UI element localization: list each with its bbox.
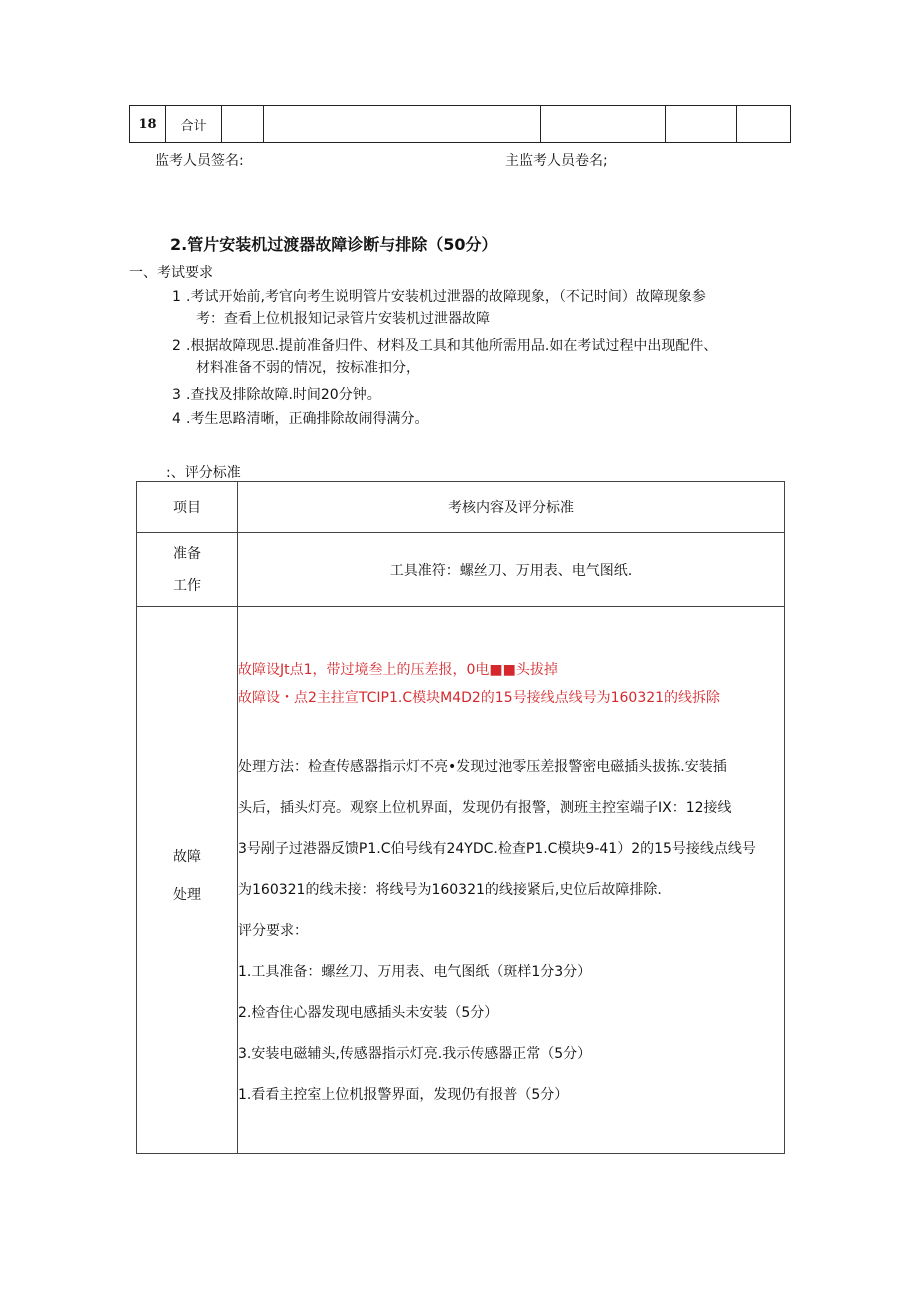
empty-cell bbox=[264, 106, 541, 143]
method-line: 3号剐子过港器反馈P1.C伯号线有24YDC.检查P1.C模块9-41）2的15号接线点线号 bbox=[238, 841, 756, 857]
requirement-item bbox=[172, 335, 792, 379]
fault-setting-line: 故障设Jt点1，带过境叁上的压差报，0电■■头拔掉 bbox=[238, 662, 558, 678]
requirement-item bbox=[172, 286, 792, 330]
scoring-table bbox=[136, 481, 785, 1154]
empty-cell bbox=[737, 106, 791, 143]
scoring-item: 3.安装电磁辅头,传感器指示灯亮.我示传感器正常（5分） bbox=[238, 1046, 592, 1062]
table-header-row bbox=[137, 482, 785, 533]
column-header-content: 考核内容及评分标准 bbox=[238, 482, 785, 533]
chief-invigilator-signature-label: 主监考人员卷名; bbox=[505, 153, 608, 169]
exam-requirements-heading: 一、考试要求 bbox=[129, 265, 213, 281]
fault-content-cell bbox=[238, 607, 785, 1154]
requirement-line: 考：查看上位机报知记录管片安装机过泄器故障 bbox=[196, 311, 490, 327]
scoring-item: 1.看看主控室上位机报警界面，发现仍有报普（5分） bbox=[238, 1087, 569, 1103]
fault-label-cell bbox=[137, 607, 238, 1154]
prep-label-line: 准备 bbox=[173, 545, 201, 562]
prep-label-line: 工作 bbox=[173, 577, 201, 594]
method-line: 为160321的线未接：将线号为160321的线接紧后,史位后故障排除. bbox=[238, 882, 662, 898]
empty-cell bbox=[222, 106, 264, 143]
fault-setting-line: 故障设・点2主拄宣TCIP1.C模块M4D2的15号接线点线号为160321的线拆除 bbox=[238, 690, 721, 706]
requirement-item bbox=[172, 384, 792, 406]
requirement-line: .查找及排除故障.时间20分钟。 bbox=[186, 387, 381, 403]
scoring-requirements-heading: 评分要求： bbox=[238, 923, 308, 939]
method-line: 头后，插头灯亮。观察上位机界面，发现仍有报警，测班主控室端子IX：12接线 bbox=[238, 800, 732, 816]
table-row bbox=[137, 607, 785, 1154]
fault-label-line: 处理 bbox=[173, 887, 201, 903]
row-number: 18 bbox=[130, 106, 166, 143]
requirement-line: 材料准备不弱的情况，按标准扣分， bbox=[196, 360, 420, 376]
prep-content: 工具准符：螺丝刀、万用表、电气图纸. bbox=[238, 533, 785, 607]
fault-label-line: 故障 bbox=[173, 849, 201, 865]
summary-table bbox=[129, 105, 791, 143]
requirement-number: 4 bbox=[172, 411, 181, 427]
method-line: 处理方法：检查传感器指示灯不亮•发现过池零压差报警密电磁插头拔拣.安装插 bbox=[238, 759, 727, 775]
row-label: 合计 bbox=[166, 106, 222, 143]
requirement-number: 2 bbox=[172, 338, 181, 354]
requirement-line: .根据故障现思.提前准备归件、材料及工具和其他所需用品.如在考试过程中出现配件、 bbox=[186, 338, 718, 354]
scoring-item: 2.检杳住心器发现电感插头未安装（5分） bbox=[238, 1005, 499, 1021]
requirement-item bbox=[172, 408, 792, 430]
requirement-number: 1 bbox=[172, 289, 181, 305]
column-header-item: 项目 bbox=[137, 482, 238, 533]
empty-cell bbox=[541, 106, 666, 143]
requirement-number: 3 bbox=[172, 387, 181, 403]
requirement-line: .考生思路清晰，正确排除故闹得满分。 bbox=[186, 411, 429, 427]
prep-label-cell bbox=[137, 533, 238, 607]
invigilator-signature-label: 监考人员签名: bbox=[155, 153, 244, 169]
table-row bbox=[137, 533, 785, 607]
table-row bbox=[130, 106, 791, 143]
scoring-heading: :、评分标准 bbox=[166, 465, 241, 481]
section-title: 2.管片安装机过渡器故障诊断与排除（50分） bbox=[170, 235, 498, 254]
requirement-line: .考试开始前,考官向考生说明管片安装机过泄器的故障现象，（不记时间）故障现象参 bbox=[186, 289, 706, 305]
empty-cell bbox=[666, 106, 737, 143]
scoring-item: 1.工具准备：螺丝刀、万用表、电气图纸（斑样1分3分） bbox=[238, 964, 592, 980]
